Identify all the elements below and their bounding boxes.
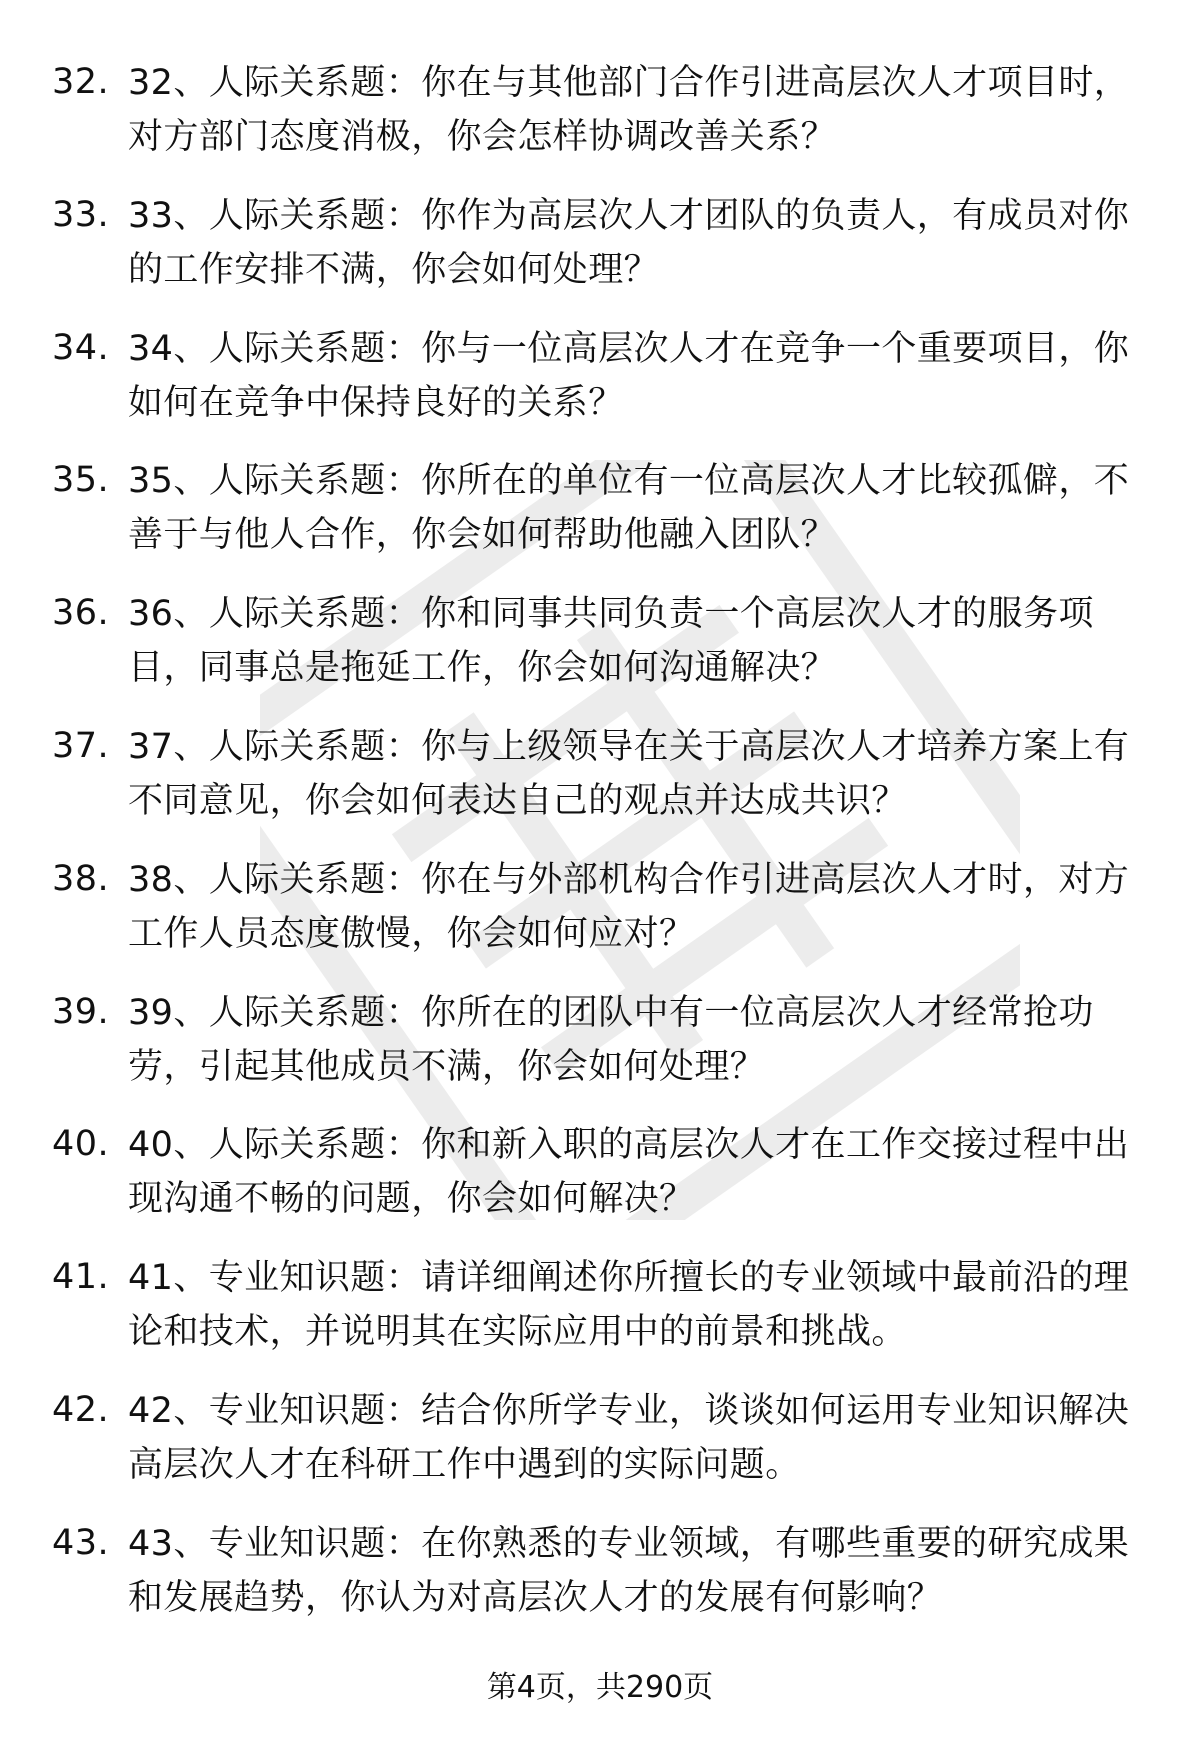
question-number: 37. [52, 725, 110, 766]
question-number: 43. [52, 1522, 110, 1563]
question-number: 40. [52, 1124, 110, 1165]
list-item [0, 853, 1200, 962]
list-item [0, 56, 1200, 165]
list-item [0, 986, 1200, 1095]
question-text: 33、人际关系题：你作为高层次人才团队的负责人，有成员对你的工作安排不满，你会如何处理？ [128, 195, 1130, 290]
list-item [0, 1517, 1200, 1626]
list-item [0, 1251, 1200, 1360]
question-text: 37、人际关系题：你与上级领导在关于高层次人才培养方案上有不同意见，你会如何表达自己的观点并达成共识？ [128, 726, 1130, 821]
question-text: 40、人际关系题：你和新入职的高层次人才在工作交接过程中出现沟通不畅的问题，你会如何解决？ [128, 1125, 1130, 1220]
question-text: 41、专业知识题：请详细阐述你所擅长的专业领域中最前沿的理论和技术，并说明其在实际应用中的前景和挑战。 [128, 1258, 1130, 1353]
page-footer: 第4页，共290页 [486, 1670, 714, 1705]
list-item [0, 454, 1200, 563]
question-text: 42、专业知识题：结合你所学专业，谈谈如何运用专业知识解决高层次人才在科研工作中遇到的实际问题。 [128, 1390, 1130, 1485]
question-text: 35、人际关系题：你所在的单位有一位高层次人才比较孤僻，不善于与他人合作，你会如何帮助他融入团队？ [128, 461, 1130, 556]
list-item [0, 720, 1200, 829]
question-text: 36、人际关系题：你和同事共同负责一个高层次人才的服务项目，同事总是拖延工作，你会如何沟通解决？ [128, 594, 1094, 689]
question-number: 36. [52, 593, 110, 634]
question-text: 38、人际关系题：你在与外部机构合作引进高层次人才时，对方工作人员态度傲慢，你会如何应对？ [128, 859, 1130, 954]
question-number: 38. [52, 858, 110, 899]
question-number: 41. [52, 1257, 110, 1298]
question-number: 35. [52, 460, 110, 501]
list-item [0, 587, 1200, 696]
question-number: 39. [52, 991, 110, 1032]
list-item [0, 1384, 1200, 1493]
list-item [0, 322, 1200, 431]
question-number: 32. [52, 62, 110, 102]
question-list [0, 56, 1200, 1650]
question-number: 42. [52, 1389, 110, 1430]
list-item [0, 1118, 1200, 1227]
list-item [0, 189, 1200, 298]
question-number: 34. [52, 327, 110, 368]
question-text: 32、人际关系题：你在与其他部门合作引进高层次人才项目时，对方部门态度消极，你会怎样协调改善关系？ [128, 63, 1130, 157]
question-text: 34、人际关系题：你与一位高层次人才在竞争一个重要项目，你如何在竞争中保持良好的关系？ [128, 328, 1130, 423]
question-number: 33. [52, 194, 110, 235]
question-text: 39、人际关系题：你所在的团队中有一位高层次人才经常抢功劳，引起其他成员不满，你会如何处理？ [128, 992, 1094, 1087]
question-text: 43、专业知识题：在你熟悉的专业领域，有哪些重要的研究成果和发展趋势，你认为对高层次人才的发展有何影响？ [128, 1523, 1130, 1618]
